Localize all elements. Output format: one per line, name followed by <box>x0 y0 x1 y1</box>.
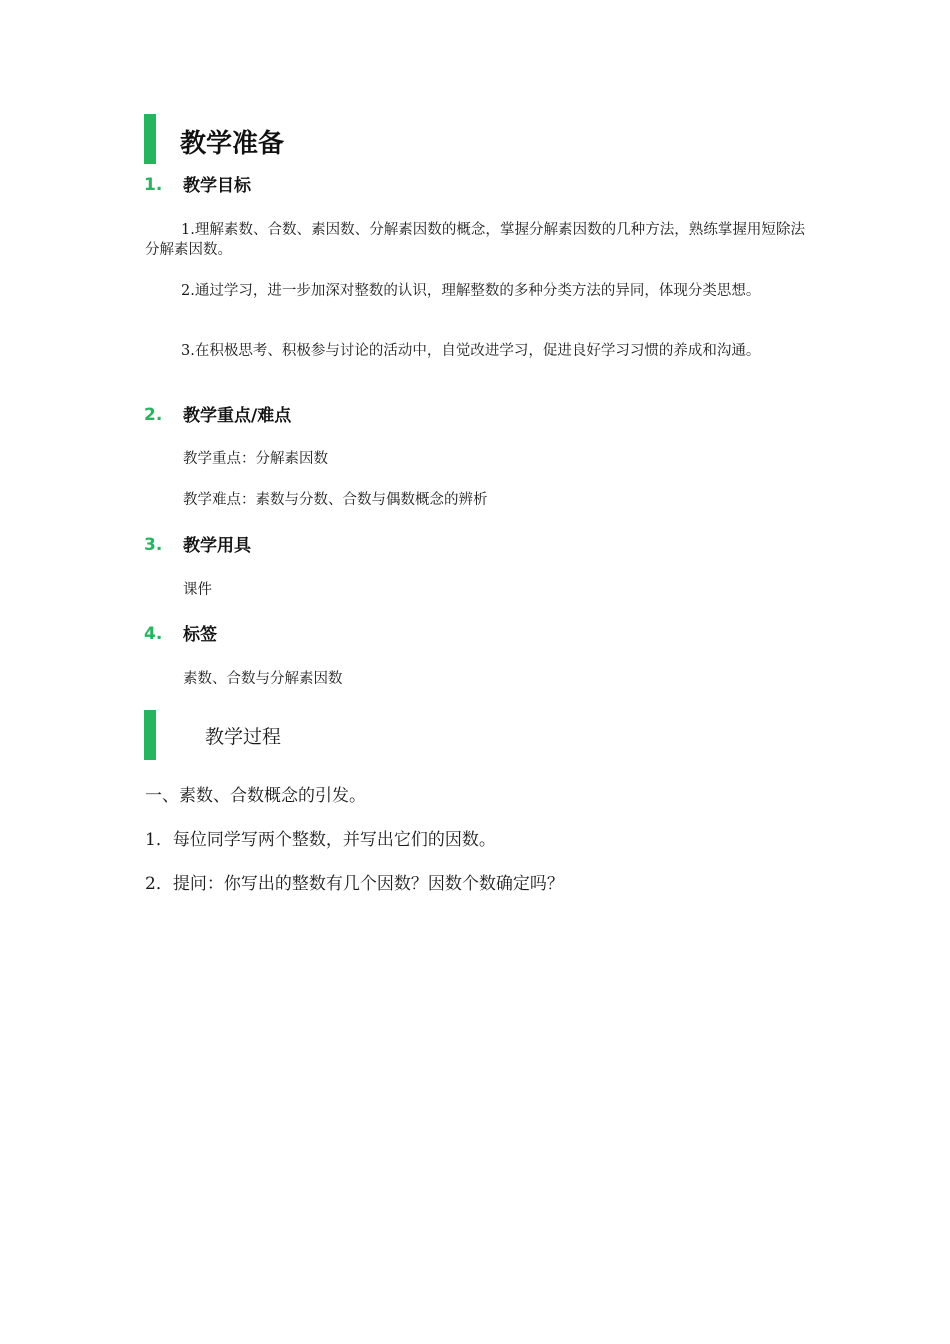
tools-number: 3. <box>144 535 163 555</box>
preparation-title: 教学准备 <box>180 129 285 159</box>
section-accent-bar <box>144 114 156 164</box>
objective-paragraph-2: 2.通过学习，进一步加深对整数的认识，理解整数的多种分类方法的异同，体现分类思想。 <box>181 283 761 299</box>
process-line-1: 一、素数、合数概念的引发。 <box>145 786 366 806</box>
key-points-heading: 教学重点/难点 <box>183 406 292 426</box>
section-accent-bar <box>144 710 156 760</box>
process-line-3: 2．提问：你写出的整数有几个因数？因数个数确定吗？ <box>145 874 564 894</box>
tools-heading: 教学用具 <box>183 536 251 556</box>
tags-heading: 标签 <box>183 625 217 645</box>
process-title: 教学过程 <box>205 726 282 748</box>
key-points-number: 2. <box>144 405 163 425</box>
objectives-heading: 教学目标 <box>183 176 251 196</box>
objective-paragraph-1: 1.理解素数、合数、素因数、分解素因数的概念，掌握分解素因数的几种方法，熟练掌握用短除法分解素因数。 <box>145 222 805 258</box>
tags-number: 4. <box>144 624 163 644</box>
tags-line: 素数、合数与分解素因数 <box>183 671 343 687</box>
objective-paragraph-3: 3.在积极思考、积极参与讨论的活动中，自觉改进学习，促进良好学习习惯的养成和沟通。 <box>181 343 761 359</box>
tools-line: 课件 <box>183 582 212 598</box>
process-line-2: 1．每位同学写两个整数，并写出它们的因数。 <box>145 830 496 850</box>
difficulty-line: 教学难点：素数与分数、合数与偶数概念的辨析 <box>183 492 488 508</box>
objectives-number: 1. <box>144 175 163 195</box>
key-point-line: 教学重点：分解素因数 <box>183 451 328 467</box>
